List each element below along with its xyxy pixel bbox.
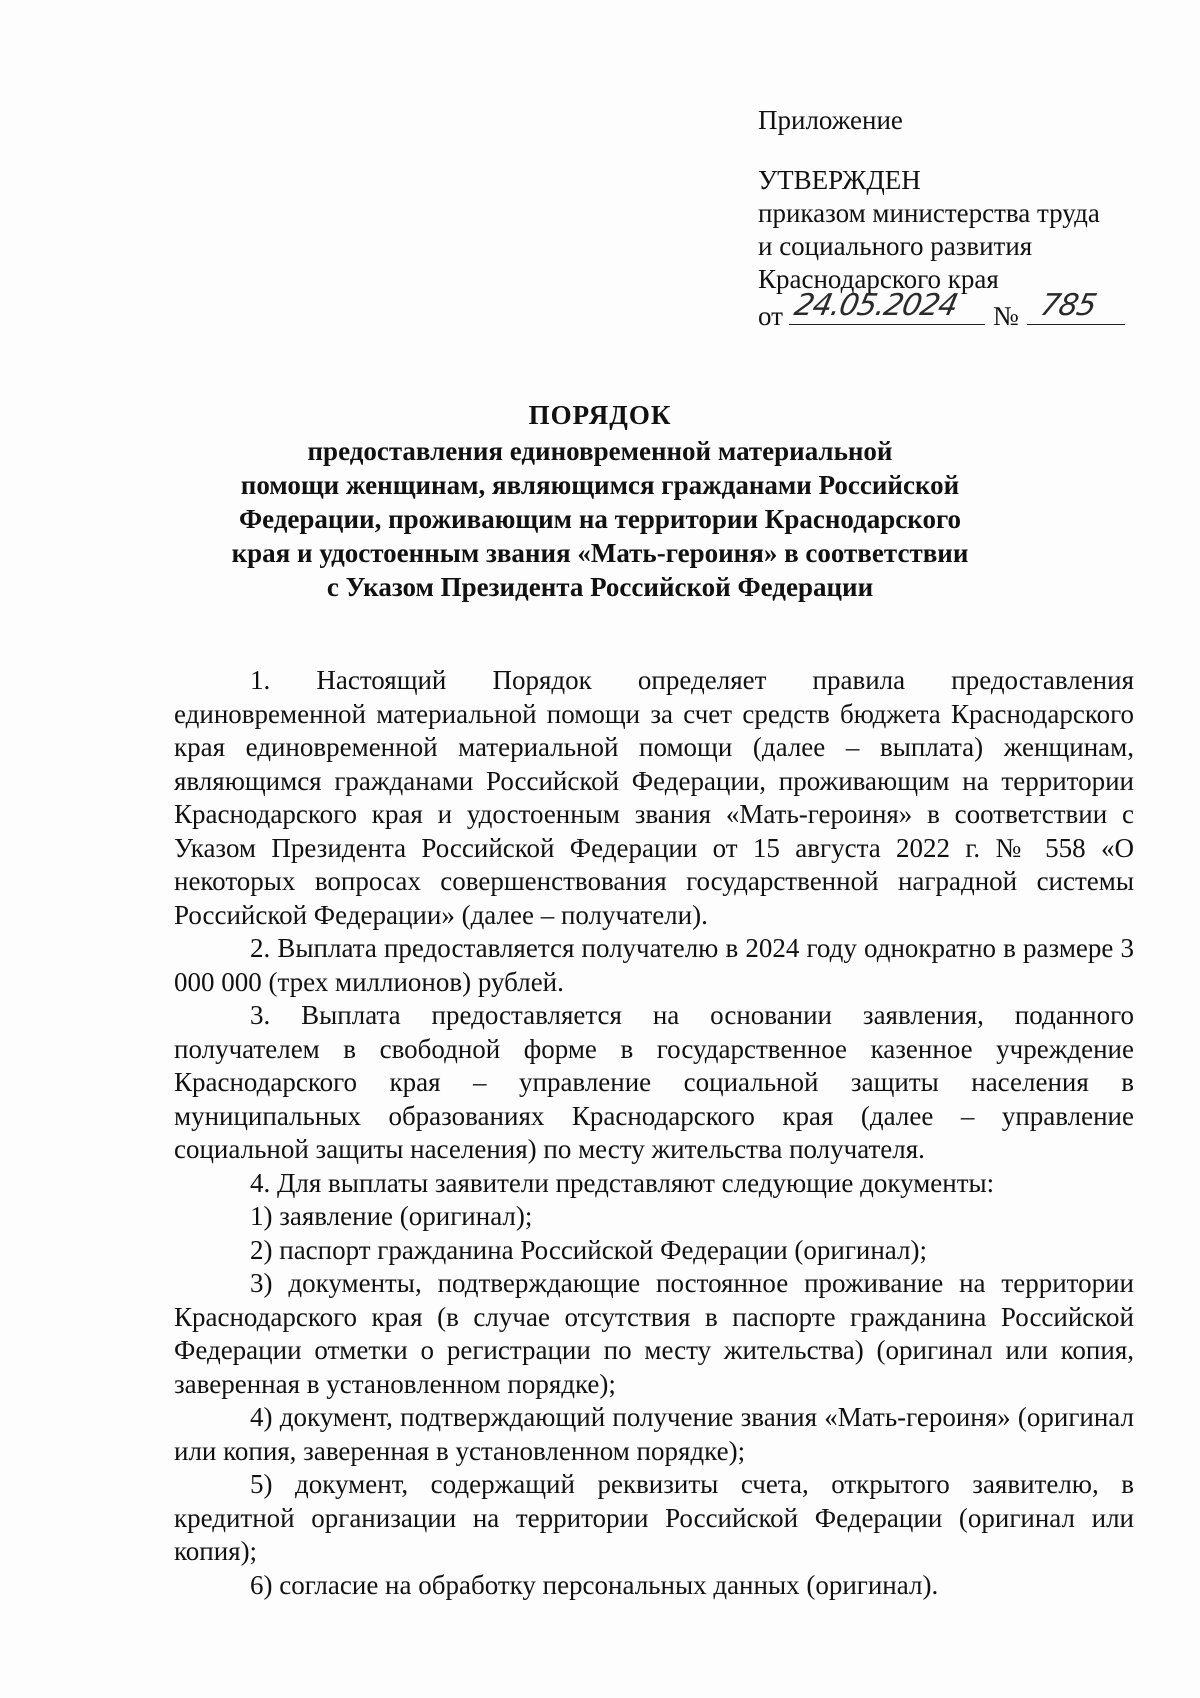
document-title — [150, 398, 1050, 604]
title-line: предоставления единовременной материальной — [307, 436, 893, 466]
document-body — [174, 664, 1134, 1602]
order-date-number-line — [758, 288, 1158, 332]
list-item-6: 6) согласие на обработку персональных данных (оригинал). — [250, 1569, 939, 1600]
paragraph-1: 1. Настоящий Порядок определяет правила предоставления единовременной материальной помощи за счет средств бюджета Краснодарского края единовременной материальной помощи (далее – выплата) женщинам, являющимся гражданами Российской Федерации, проживающим на территории Краснодарского края и удостоенным звания «Мать-героиня» в соответствии с Указом Президента Российской Федерации от 15 августа 2022 г. № 558 «О некоторых вопросах совершенствования государственной наградной системы Российской Федерации» (далее – получатели). — [174, 665, 1134, 930]
list-item-2: 2) паспорт гражданина Российской Федерации (оригинал); — [250, 1234, 927, 1265]
approval-block — [758, 104, 1158, 332]
list-item-4: 4) документ, подтверждающий получение звания «Мать-героиня» (оригинал или копия, заверенная в установленном порядке); — [174, 1402, 1134, 1466]
handwritten-number: 785 — [1036, 288, 1099, 323]
number-label: № — [992, 301, 1019, 331]
date-blank — [789, 288, 985, 325]
title-line: Федерации, проживающим на территории Краснодарского — [238, 504, 962, 534]
date-prefix: от — [758, 301, 783, 331]
handwritten-date: 24.05.2024 — [791, 288, 961, 323]
approved-heading: УТВЕРЖДЕН — [758, 165, 921, 195]
paragraph-2: 2. Выплата предоставляется получателю в 2024 году однократно в размере 3 000 000 (трех миллионов) рублей. — [174, 933, 1134, 997]
title-line: края и удостоенным звания «Мать-героиня» в соответствии — [231, 538, 969, 568]
list-item-1: 1) заявление (оригинал); — [250, 1201, 533, 1231]
title-line: с Указом Президента Российской Федерации — [326, 572, 874, 602]
paragraph-3: 3. Выплата предоставляется на основании заявления, поданного получателем в свободной форме в государственное казенное учреждение Краснодарского края – управление социальной защиты населения в муниципальных образованиях Краснодарского края (далее – управление социальной защиты населения) по месту жительства получателя. — [174, 1000, 1134, 1164]
approval-line-development: и социального развития — [758, 231, 1033, 261]
title-line: помощи женщинам, являющимся гражданами Российской — [240, 470, 960, 500]
annex-label: Приложение — [758, 105, 903, 135]
list-item-3: 3) документы, подтверждающие постоянное проживание на территории Краснодарского края (в случае отсутствия в паспорте гражданина Российской Федерации отметки о регистрации по месту жительства) (оригинал или копия, заверенная в установленном порядке); — [174, 1268, 1134, 1399]
approval-line-ministry: приказом министерства труда — [758, 198, 1100, 228]
paragraph-4: 4. Для выплаты заявители представляют следующие документы: — [250, 1167, 995, 1198]
list-item-5: 5) документ, содержащий реквизиты счета, открытого заявителю, в кредитной организации на территории Российской Федерации (оригинал или копия); — [174, 1469, 1134, 1566]
approval-line-region: Краснодарского края — [758, 264, 999, 294]
number-blank — [1027, 288, 1125, 325]
title-main: ПОРЯДОК — [528, 400, 672, 430]
